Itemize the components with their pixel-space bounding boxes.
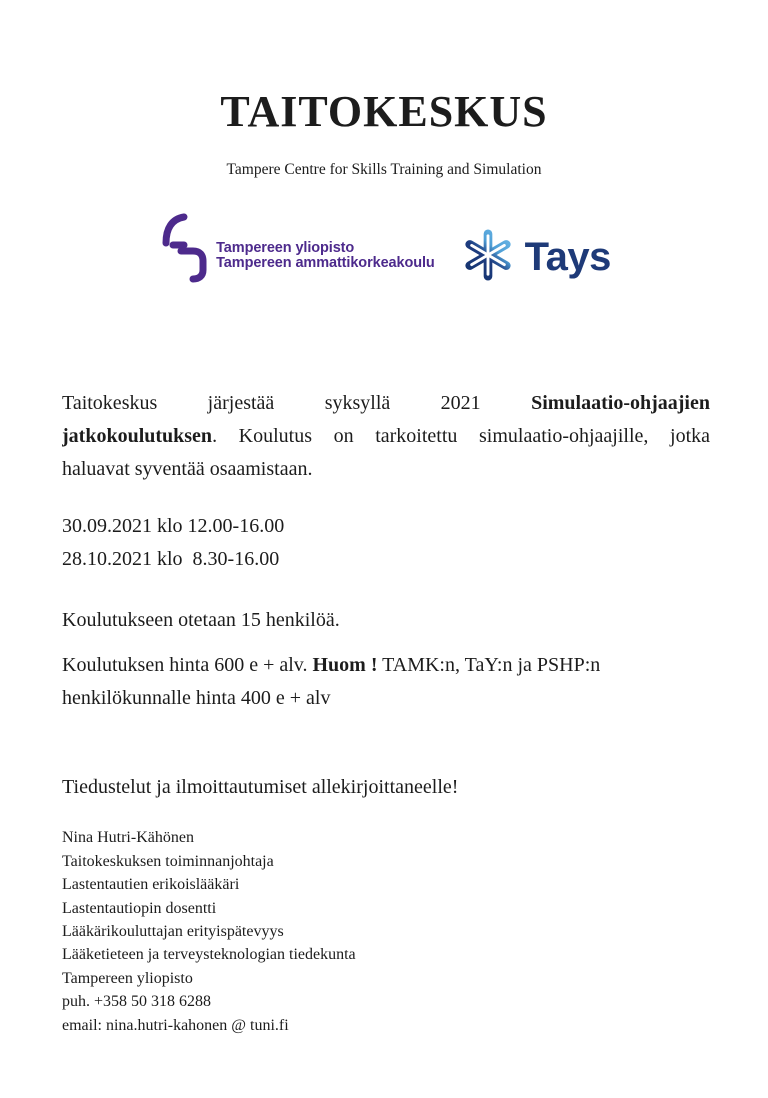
text-line: Nina Hutri-Kähönen bbox=[62, 829, 194, 847]
text-line: Lääkärikouluttajan erityispätevyys bbox=[62, 922, 284, 940]
page-subtitle: Tampere Centre for Skills Training and Simulation bbox=[226, 160, 542, 178]
text-line: Tiedustelut ja ilmoittautumiset allekirjoittaneelle! bbox=[62, 776, 459, 799]
capacity-line bbox=[62, 604, 710, 637]
text-line: jatkokoulutuksen. Koulutus on tarkoitettu simulaatio-ohjaajille, jotka bbox=[62, 425, 710, 448]
text-line: Koulutukseen otetaan 15 henkilöä. bbox=[62, 609, 340, 632]
text-line: Taitokeskuksen toiminnanjohtaja bbox=[62, 852, 274, 870]
logo-row bbox=[0, 209, 768, 291]
text-line: Koulutuksen hinta 600 e + alv. Huom ! TAMK:n, TaY:n ja PSHP:n bbox=[62, 654, 601, 677]
text-line: Lääketieteen ja terveysteknologian tiedekunta bbox=[62, 946, 356, 964]
text-line: Tampereen yliopisto bbox=[62, 969, 193, 987]
tays-star-icon bbox=[463, 227, 513, 288]
signature-block bbox=[62, 826, 710, 1037]
text-line: henkilökunnalle hinta 400 e + alv bbox=[62, 687, 331, 710]
page-title: TAITOKESKUS bbox=[220, 87, 548, 136]
text-line: haluavat syventää osaamistaan. bbox=[62, 458, 313, 481]
text-line: Taitokeskus järjestää syksyllä 2021 Simulaatio-ohjaajien bbox=[62, 392, 710, 415]
tampere-logo-line1: Tampereen yliopisto bbox=[216, 240, 355, 257]
tampere-logo-mark-icon bbox=[157, 212, 207, 289]
text-line: 28.10.2021 klo 8.30-16.00 bbox=[62, 548, 280, 571]
schedule-lines bbox=[62, 510, 710, 576]
text-line: Lastentautien erikoislääkäri bbox=[62, 876, 240, 894]
tampere-universities-logo bbox=[157, 212, 435, 289]
contact-invite-line bbox=[62, 771, 710, 804]
text-line: puh. +358 50 318 6288 bbox=[62, 993, 212, 1011]
document-body bbox=[0, 387, 768, 1037]
tays-wordmark: Tays bbox=[524, 235, 611, 280]
tampere-logo-line2: Tampereen ammattikorkeakoulu bbox=[216, 255, 435, 272]
text-line: 30.09.2021 klo 12.00-16.00 bbox=[62, 515, 285, 538]
text-line: email: nina.hutri-kahonen @ tuni.fi bbox=[62, 1016, 289, 1034]
intro-paragraph bbox=[62, 387, 710, 486]
price-paragraph bbox=[62, 649, 710, 715]
tampere-logo-text bbox=[216, 241, 435, 272]
text-line: Lastentautiopin dosentti bbox=[62, 899, 217, 917]
tays-logo bbox=[463, 227, 611, 288]
